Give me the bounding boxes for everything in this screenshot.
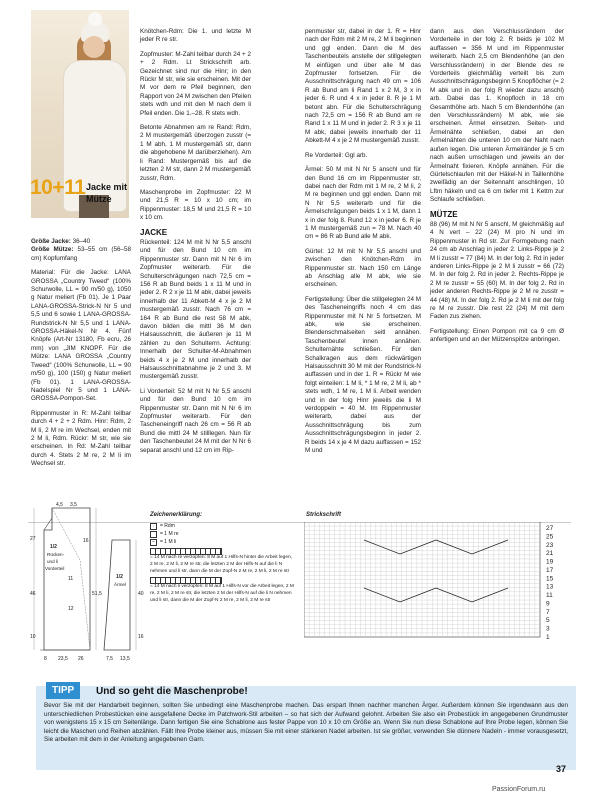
paragraph: Knötchen-Rdm: Die 1. und letzte M jeder R re str. — [140, 28, 251, 44]
box-empty-icon — [150, 531, 157, 538]
pattern-title: Jacke mit Mütze — [86, 182, 128, 204]
cable-right-icon — [150, 548, 222, 555]
legend-item-cable-right: = 14 M nach re verzopfen: 8 M auf 1 Hilfs-N hinter die Arbeit legen, 2 M re, 2 M li, 2 M re str, die letzten 2 M der Hilfs-N auf die li N nehmen und li str, dann die M der Zopf-N 2 M re, 2 M li, 2 M re str — [150, 548, 295, 575]
dim-label: 7,5 — [106, 656, 113, 662]
paragraph: Re Vorderteil: Ggl arb. — [305, 151, 368, 159]
paragraph: 88 (96) M mit N Nr 5 anschl, M gleichmäßig auf 4 N vert – 22 (24) M pro N und im Rippenmuster in Rd str. Zur Formgebung nach 24 cm ab Anschlag in jeder 2. Links-Rippe je 2 M li zusstr = 77 (84) M. In der folg 2. Rd in jeder anderen Links-Rippe je 2 M li zusstr = 66 (72) M. In der folg 2. Rd in jeder 2. Rechts-Rippe je 2 M re zusstr = 55 (60) M. In der folg 2. Rd in jeder anderen Rechts-Rippe je 2 M re zusstr = 44 (48) M. In der folg 2. Rd je 2 M li mit der folg re M re zusstr. Die rest 22 (24) M mit dem Faden zus ziehen. — [430, 220, 564, 321]
row-label: 27 — [546, 525, 554, 532]
knitting-chart — [304, 522, 574, 640]
panel-label-sleeve-text: Ärmel — [114, 582, 126, 587]
dim-label: 8 — [44, 656, 47, 662]
box-dot-icon: · — [150, 523, 157, 530]
paragraph: Ärmel: 50 M mit N Nr 5 anschl und für den Bund 16 cm im Rippenmuster str, dabei nach der Rdm mit 1 M re, 2 M li, 2 M re beginnen und ggl enden. Dann mit N Nr 5,5 weiterarb und für die Ärmelschrägungen beids 1 x 1 M, dann 1 x in der folg 8. Rund 12 x in jeder 6. R je 1 M mustergemäß zun = 78 M. Nach 40 cm = 86 R ab Bund alle M abk. — [305, 166, 421, 241]
dim-label: 16 — [138, 634, 144, 640]
section-heading-jacke: JACKE — [140, 227, 168, 237]
column-4 — [430, 28, 564, 351]
panel-label-back-text: Vorderteil — [45, 566, 65, 571]
row-label: 19 — [546, 558, 554, 566]
row-label: 21 — [546, 550, 554, 558]
size-hat: Größe Mütze: 53–55 cm (56–58 cm) Kopfumfang — [31, 246, 131, 262]
dim-label: 23,5 — [58, 656, 68, 662]
row-label: 11 — [546, 592, 553, 600]
row-label: 9 — [546, 600, 550, 608]
row-label: 15 — [546, 575, 554, 583]
paragraph: Fertigstellung: Über die stillgelegten 24 M des Tascheneingriffs noch 4 cm das Rippenmuster mit N Nr 5 fortsetzen. M abk, wie sie erscheinen. Blendenschmalseiten seitl annähen. Taschenbeutel innen annähen. Schulternähte schließen. Für den Schalkragen aus dem rückwärtigen Halsausschnitt 30 M mit der Rundstrick-N auffassen und in der 1. R = Rückr M wie folgt einteilen: 1 M li, * 1 M re, 2 M li, ab * stets wdh, 1 M re, 1 M li. Arbeit wenden und in der folg Hinr jeweils die li M verdoppeln = 40 M. Im Rippenmuster weiterarb, dabei aus der Ausschnittschrägung bis zum Ausschnittschrägungsbeginn in jeder 2. R beids 14 x je 4 M dazu auffassen = 152 M und — [305, 295, 421, 455]
watermark: PassionForum.ru — [492, 786, 546, 793]
dim-label: 26 — [78, 656, 84, 662]
rippen-text: Rippenmuster in R: M-Zahl teilbar durch 4 + 2 + 2 Rdm. Hinr: Rdm, 2 M li, 2 M re im Wechsel, enden mit 2 M li, Rdm. Rückr: M str, wie sie erscheinen. In Rd: M-Zahl teilbar durch 4. Stets 2 M re, 2 M li im Wechsel str. — [31, 409, 131, 468]
legend-title: Zeichenerklärung: — [150, 512, 203, 518]
column-3 — [305, 28, 421, 462]
paragraph: Zopfmuster: M-Zahl teilbar durch 24 + 2 + 2 Rdm. Lt Strickschrift arb. Gezeichnet sind nur die Hinr; in den Rückr M str, wie sie erscheinen. Mit der M vor dem re Pfeil beginnen, den Rapport von 24 M zwischen den Pfeilen stets wdh und mit den M nach dem li Pfeil enden. Die 1.–28. R stets wdh. — [140, 50, 251, 117]
row-label: 13 — [546, 583, 554, 591]
row-label: 1 — [546, 634, 550, 640]
material-text: Material: Für die Jacke: LANA GROSSA „Country Tweed“ (100% Schurwolle, LL = 90 m/50 g), 1050 g Natur meliert (Fb 01). Je 1 Paar LANA-GROSSA-Strick-N Nr 5 und 5,5 und 6 sowie 1 LANA-GROSSA-Rundstrick-N Nr 5,5 und 1 LANA-GROSSA-Häkel-N Nr 4. Fünf Knöpfe (Art-Nr 13180, Fb ecru, 26 mm) von „JIM KNOPF. Für die Mütze: LANA GROSSA „Country Tweed“ (100% Schurwolle, LL = 90 m/50 g), 100 (150) g Natur meliert (Fb 01). 1 LANA-GROSSA-Nadelspiel Nr 5 und 1 LANA-GROSSA-Pompon-Set. — [31, 269, 131, 403]
tip-text: Bevor Sie mit der Handarbeit beginnen, sollten Sie unbedingt eine Maschenprobe machen. Das erspart Ihnen nachher manchen Ärger. Außerdem können Sie irgendwann aus den unterschiedlichen Probestücken eine ausgefallene Decke im Patchwork-Stil arbeiten – so hat sich der Aufwand gelohnt. Arbeiten Sie also ein Probestück im angegebenen Grundmuster von wenigstens 15 x 15 cm Seitenlänge. Dann fertigen Sie eine Schablone aus fester Pappe von 10 x 10 cm Größe an. Wenn Sie nun diese Schablone auf Ihre Probe legen, können Sie leicht die Maschen und Reihen abzählen. Fällt Ihre Probe kleiner aus, müssen Sie mit einer stärkeren Nadel arbeiten. Ist sie größer, verwenden Sie dünnere Nadeln - immer vorausgesetzt, Sie arbeiten mit dem in der Anleitung angegebenen Garn. — [44, 702, 568, 744]
paragraph: penmuster str, dabei in der 1. R = Hinr nach der Rdm mit 2 M re, 2 M li beginnen und ggl enden. Dann die M des Taschenbeutels anstelle der stillgelegten M einfügen und über alle M das Zopfmuster fortsetzen. Für die Ausschnittschrägung nach 49 cm = 106 R ab Bund am li Rand 1 x 2 M, 3 x in jeder 6. R und 4 x in jeder 8. R je 1 M betont abn. Für die Schulterschrägung nach 72,5 cm = 156 R ab Bund am re Rand 1 x 11 M und in jeder 2. R 3 x je 11 M abk, dabei jeweils innerhalb der 11 Abkett-M 4 x je 2 M mustergemäß zusstr. — [305, 28, 421, 145]
chart-title: Strickschrift — [306, 512, 342, 518]
page-number: 37 — [556, 764, 567, 774]
row-label: 17 — [546, 566, 554, 574]
tip-badge: TIPP — [46, 682, 80, 699]
legend-item-rdm: · = Rdm — [150, 522, 295, 530]
dim-label: 10 — [30, 634, 36, 640]
dim-label: 11 — [68, 576, 74, 582]
paragraph: Betonte Abnahmen am re Rand: Rdm, 2 M mustergemäß überzogen zusstr (= 1 M abh, 1 M mustergemäß str, dann die abgehobene M darüberziehen). Am li Rand: Mustergemäß bis auf die letzten 2 M str, dann 2 M mustergemäß zusstr, Rdm. — [140, 124, 251, 182]
paragraph: Li Vorderteil: 52 M mit N Nr 5,5 anschl und für den Bund 10 cm im Rippenmuster str. Dann mit N Nr 6 im Zopfmuster weiterarb. Für den Tascheneingriff nach 26 cm = 56 R ab Bund die mittl 24 M stilllegen. Nun für den Taschenbeutel 24 M mit der N Nr 6 separat anschl und 12 cm im Rip- — [140, 387, 251, 454]
dim-label: 16 — [83, 538, 89, 544]
dim-label: 46 — [30, 591, 36, 597]
pattern-number: 10+11 — [30, 176, 86, 199]
panel-label-back-text: Rücken- — [47, 552, 65, 557]
schematic-diagram — [30, 500, 145, 680]
panel-label-back-text: und li — [47, 559, 58, 564]
column-2 — [140, 28, 251, 461]
dim-label: 4,5 — [56, 502, 63, 508]
column-1 — [31, 238, 131, 475]
dim-label: 3,5 — [70, 502, 77, 508]
paragraph: dann aus den Verschlussrändern der Vorderteile in der folg 2. R beids je 102 M auffassen = 356 M und im Rippenmuster weiterarb. Nach 2,5 cm Blendenhöhe (an den Verschlussrändern) in der Blende des re Vorderteils gleichmäßig verteilt bis zum Ausschnittschrägungsbeginn 5 Knopflöcher (= 2 M abk und in der folg R wieder dazu anschl) arb. Dabei das 1. Knopfloch in 18 cm Gesamthöhe arb. Nach 5 cm Blendenhöhe (an den Verschlussrändern) M abk, wie sie erscheinen. Ärmel einsetzen. Seiten- und Ärmelnähte schließen, dabei an den Ärmelnähten die unteren 10 cm der Naht nach außen legen. Die unteren Ärmelränder je 5 cm nach außen umschlagen und jeweils an der Ärmelnaht fixieren. Knöpfe annähen. Für die Gürtelschlaufen mit der Häkel-N in Taillenhöhe zweifädig an der Seitennaht anschlingen, 10 Lftm häkeln und ca 6 cm tiefer mit 1 Kettm zur Schlaufe schließen. — [430, 28, 564, 204]
dim-label: 12 — [68, 606, 74, 612]
dim-label: 40 — [138, 591, 144, 597]
panel-label-back: 1/2 — [50, 544, 57, 550]
dim-label: 51,5 — [92, 591, 102, 597]
row-label: 25 — [546, 533, 554, 541]
paragraph: Fertigstellung: Einen Pompon mit ca 9 cm Ø anfertigen und an der Mützenspitze anbringen. — [430, 327, 564, 344]
legend-item-li: – = 1 M li — [150, 538, 295, 546]
row-label: 5 — [546, 617, 550, 625]
paragraph: Rückenteil: 124 M mit N Nr 5,5 anschl und für den Bund 10 cm im Rippenmuster str. Dann mit N Nr 6 im Zopfmuster weiterarb. Für die Schulterschrägungen nach 72,5 cm = 156 R ab Bund beids 1 x 11 M und in jeder 2. R 2 x je 11 M abk, dabei jeweils innerhalb der 11 Abkett-M 4 x je 2 M mustergemäß zusstr. Nach 76 cm = 164 R ab Bund die rest 58 M abk, davon bilden die mittl 36 M den Halsausschnitt, die äußeren je 11 M zählen zu den Schulterrn. Achtung: Innerhalb der Schulter-M-Abnahmen beids 4 x je 2 M und innerhalb der Halsausschnittabnahme je 2 und 3. M mustergemäß zusstr. — [140, 238, 251, 381]
size-jacket: Größe Jacke: 36–40 — [31, 238, 91, 245]
dim-label: 13,5 — [120, 656, 130, 662]
dim-label: 27 — [30, 536, 36, 542]
panel-label-sleeve: 1/2 — [116, 574, 123, 580]
row-label: 7 — [546, 608, 550, 616]
legend-item-cable-left: = 14 M nach li verzopfen: 8 M auf 1 Hilfs-N vor die Arbeit legen, 2 M re, 2 M li, 2 M re str, die letzten 2 M der Hilfs-N auf die li N nehmen und li str, dann die M der Zopf-N 2 M re, 2 M li, 2 M re str — [150, 577, 295, 604]
paragraph: Maschenprobe im Zopfmuster: 22 M und 21,5 R = 10 x 10 cm; im Rippenmuster: 18,5 M und 21,5 R = 10 x 10 cm. — [140, 188, 251, 222]
section-heading-muetze: MÜTZE — [430, 209, 458, 219]
row-label: 23 — [546, 541, 554, 549]
tip-title: Und so geht die Maschenprobe! — [96, 686, 248, 697]
legend-item-re: = 1 M re — [150, 530, 295, 538]
box-dash-icon: – — [150, 539, 157, 546]
legend — [150, 522, 295, 605]
row-label: 3 — [546, 625, 550, 633]
paragraph: Gürtel: 12 M mit N Nr 5,5 anschl und zwischen den Knötchen-Rdm im Rippenmuster str. Nach 150 cm Länge ab Anschlag alle M abk, wie sie erscheinen. — [305, 247, 421, 289]
